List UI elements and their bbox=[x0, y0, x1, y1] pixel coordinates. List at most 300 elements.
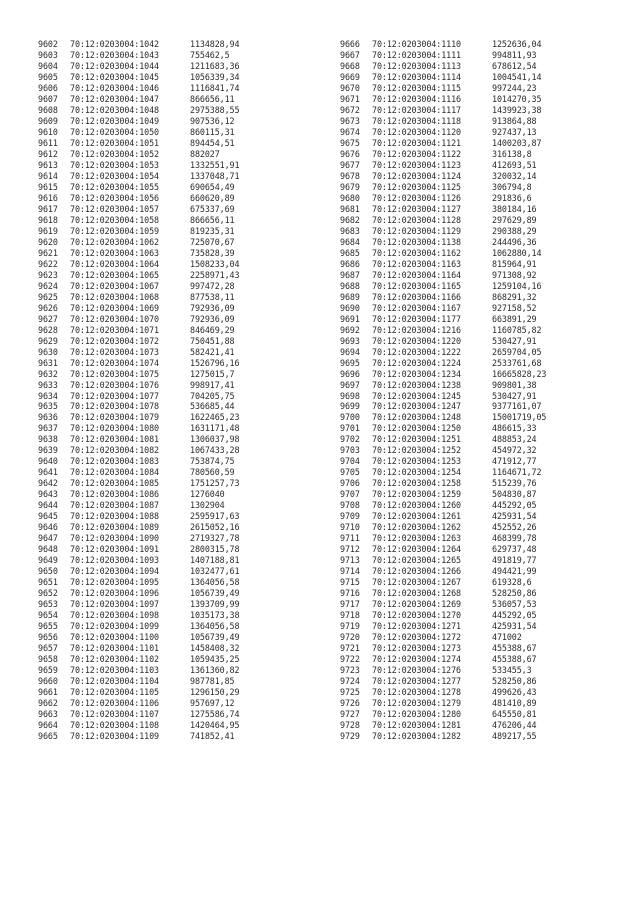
table-row bbox=[38, 127, 285, 138]
table-row bbox=[38, 412, 285, 423]
value: 1276040 bbox=[190, 489, 225, 500]
row-number: 9662 bbox=[38, 698, 58, 709]
cadastral-number: 70:12:0203004:1114 bbox=[372, 71, 461, 82]
table-row bbox=[38, 687, 285, 698]
value: 533455,3 bbox=[492, 665, 532, 676]
value: 1393709,99 bbox=[190, 599, 240, 610]
cadastral-number: 70:12:0203004:1120 bbox=[372, 126, 461, 137]
value: 877538,11 bbox=[190, 291, 235, 302]
row-number: 9706 bbox=[340, 478, 360, 489]
value: 1004541,14 bbox=[492, 71, 542, 82]
table-row bbox=[38, 215, 285, 226]
row-number: 9699 bbox=[340, 401, 360, 412]
cadastral-number: 70:12:0203004:1253 bbox=[372, 456, 461, 467]
cadastral-number: 70:12:0203004:1280 bbox=[372, 709, 461, 720]
value: 792936,09 bbox=[190, 302, 235, 313]
table-row bbox=[38, 599, 285, 610]
cadastral-number: 70:12:0203004:1222 bbox=[372, 346, 461, 357]
table-row bbox=[38, 588, 285, 599]
cadastral-number: 70:12:0203004:1274 bbox=[372, 654, 461, 665]
cadastral-number: 70:12:0203004:1088 bbox=[70, 511, 159, 522]
cadastral-number: 70:12:0203004:1177 bbox=[372, 313, 461, 324]
value: 488853,24 bbox=[492, 434, 537, 445]
value: 725070,67 bbox=[190, 236, 235, 247]
table-row bbox=[340, 105, 587, 116]
row-number: 9716 bbox=[340, 588, 360, 599]
value: 1751257,73 bbox=[190, 478, 240, 489]
row-number: 9674 bbox=[340, 126, 360, 137]
value: 476206,44 bbox=[492, 720, 537, 731]
cadastral-number: 70:12:0203004:1079 bbox=[70, 412, 159, 423]
value: 1332551,91 bbox=[190, 159, 240, 170]
value: 1439923,38 bbox=[492, 104, 542, 115]
table-row bbox=[340, 401, 587, 412]
table-row bbox=[340, 358, 587, 369]
value: 1160785,82 bbox=[492, 324, 542, 335]
row-number: 9611 bbox=[38, 137, 58, 148]
table-row bbox=[340, 303, 587, 314]
value: 660620,89 bbox=[190, 192, 235, 203]
cadastral-number: 70:12:0203004:1263 bbox=[372, 533, 461, 544]
table-row bbox=[38, 511, 285, 522]
row-number: 9637 bbox=[38, 423, 58, 434]
table-row bbox=[340, 698, 587, 709]
cadastral-number: 70:12:0203004:1078 bbox=[70, 401, 159, 412]
row-number: 9687 bbox=[340, 269, 360, 280]
cadastral-number: 70:12:0203004:1076 bbox=[70, 379, 159, 390]
value: 1056739,49 bbox=[190, 632, 240, 643]
table-row bbox=[38, 555, 285, 566]
cadastral-number: 70:12:0203004:1048 bbox=[70, 104, 159, 115]
cadastral-number: 70:12:0203004:1102 bbox=[70, 654, 159, 665]
row-number: 9668 bbox=[340, 60, 360, 71]
table-row bbox=[340, 83, 587, 94]
value: 489217,55 bbox=[492, 731, 537, 742]
cadastral-number: 70:12:0203004:1279 bbox=[372, 698, 461, 709]
row-number: 9697 bbox=[340, 379, 360, 390]
row-number: 9678 bbox=[340, 170, 360, 181]
value: 675337,69 bbox=[190, 203, 235, 214]
table-row bbox=[340, 215, 587, 226]
value: 9377161,07 bbox=[492, 401, 542, 412]
value: 907536,12 bbox=[190, 115, 235, 126]
cadastral-number: 70:12:0203004:1234 bbox=[372, 368, 461, 379]
table-row bbox=[340, 687, 587, 698]
row-number: 9625 bbox=[38, 291, 58, 302]
value: 528250,86 bbox=[492, 676, 537, 687]
cadastral-number: 70:12:0203004:1261 bbox=[372, 511, 461, 522]
table-row bbox=[38, 698, 285, 709]
row-number: 9661 bbox=[38, 687, 58, 698]
row-number: 9636 bbox=[38, 412, 58, 423]
table-row bbox=[38, 731, 285, 742]
table-row bbox=[340, 336, 587, 347]
table-row bbox=[38, 467, 285, 478]
value: 1306037,98 bbox=[190, 434, 240, 445]
table-row bbox=[38, 456, 285, 467]
table-row bbox=[38, 39, 285, 50]
cadastral-number: 70:12:0203004:1252 bbox=[372, 445, 461, 456]
cadastral-number: 70:12:0203004:1248 bbox=[372, 412, 461, 423]
value: 1302904 bbox=[190, 500, 225, 511]
value: 515239,76 bbox=[492, 478, 537, 489]
cadastral-number: 70:12:0203004:1109 bbox=[70, 731, 159, 742]
row-number: 9681 bbox=[340, 203, 360, 214]
value: 1062880,14 bbox=[492, 247, 542, 258]
cadastral-number: 70:12:0203004:1247 bbox=[372, 401, 461, 412]
table-row bbox=[38, 116, 285, 127]
cadastral-number: 70:12:0203004:1043 bbox=[70, 49, 159, 60]
cadastral-number: 70:12:0203004:1080 bbox=[70, 423, 159, 434]
cadastral-number: 70:12:0203004:1055 bbox=[70, 181, 159, 192]
table-row bbox=[340, 149, 587, 160]
row-number: 9695 bbox=[340, 357, 360, 368]
row-number: 9704 bbox=[340, 456, 360, 467]
table-row bbox=[340, 456, 587, 467]
table-row bbox=[38, 347, 285, 358]
row-number: 9669 bbox=[340, 71, 360, 82]
row-number: 9639 bbox=[38, 445, 58, 456]
table-row bbox=[340, 478, 587, 489]
value: 866656,11 bbox=[190, 93, 235, 104]
row-number: 9724 bbox=[340, 676, 360, 687]
row-number: 9621 bbox=[38, 247, 58, 258]
row-number: 9698 bbox=[340, 390, 360, 401]
value: 690654,49 bbox=[190, 181, 235, 192]
value: 860115,31 bbox=[190, 126, 235, 137]
table-row bbox=[38, 94, 285, 105]
value: 998917,41 bbox=[190, 379, 235, 390]
value: 291836,6 bbox=[492, 192, 532, 203]
cadastral-number: 70:12:0203004:1277 bbox=[372, 676, 461, 687]
value: 471912,77 bbox=[492, 456, 537, 467]
cadastral-number: 70:12:0203004:1103 bbox=[70, 665, 159, 676]
value: 815964,91 bbox=[492, 258, 537, 269]
row-number: 9650 bbox=[38, 566, 58, 577]
table-row bbox=[38, 533, 285, 544]
value: 445292,05 bbox=[492, 610, 537, 621]
value: 1622465,23 bbox=[190, 412, 240, 423]
row-number: 9676 bbox=[340, 148, 360, 159]
row-number: 9725 bbox=[340, 687, 360, 698]
value: 997244,23 bbox=[492, 82, 537, 93]
row-number: 9726 bbox=[340, 698, 360, 709]
table-row bbox=[340, 720, 587, 731]
cadastral-number: 70:12:0203004:1118 bbox=[372, 115, 461, 126]
table-row bbox=[38, 423, 285, 434]
value: 455388,67 bbox=[492, 643, 537, 654]
table-row bbox=[38, 369, 285, 380]
cadastral-number: 70:12:0203004:1045 bbox=[70, 71, 159, 82]
table-row bbox=[38, 544, 285, 555]
cadastral-number: 70:12:0203004:1089 bbox=[70, 522, 159, 533]
row-number: 9677 bbox=[340, 159, 360, 170]
table-row bbox=[38, 259, 285, 270]
value: 1116841,74 bbox=[190, 82, 240, 93]
cadastral-number: 70:12:0203004:1259 bbox=[372, 489, 461, 500]
cadastral-number: 70:12:0203004:1053 bbox=[70, 159, 159, 170]
value: 819235,31 bbox=[190, 225, 235, 236]
table-row bbox=[340, 380, 587, 391]
table-row bbox=[38, 83, 285, 94]
table-row bbox=[38, 292, 285, 303]
value: 1056339,34 bbox=[190, 71, 240, 82]
row-number: 9649 bbox=[38, 555, 58, 566]
cadastral-number: 70:12:0203004:1268 bbox=[372, 588, 461, 599]
table-row bbox=[38, 270, 285, 281]
value: 297629,89 bbox=[492, 214, 537, 225]
table-row bbox=[38, 204, 285, 215]
value: 445292,05 bbox=[492, 500, 537, 511]
value: 994811,93 bbox=[492, 49, 537, 60]
value: 909801,38 bbox=[492, 379, 537, 390]
cadastral-number: 70:12:0203004:1072 bbox=[70, 335, 159, 346]
row-number: 9648 bbox=[38, 544, 58, 555]
row-number: 9632 bbox=[38, 368, 58, 379]
cadastral-number: 70:12:0203004:1273 bbox=[372, 643, 461, 654]
table-row bbox=[340, 248, 587, 259]
row-number: 9721 bbox=[340, 643, 360, 654]
row-number: 9655 bbox=[38, 621, 58, 632]
table-row bbox=[340, 676, 587, 687]
table-row bbox=[340, 500, 587, 511]
value: 1337048,71 bbox=[190, 170, 240, 181]
cadastral-number: 70:12:0203004:1238 bbox=[372, 379, 461, 390]
cadastral-number: 70:12:0203004:1097 bbox=[70, 599, 159, 610]
row-number: 9702 bbox=[340, 434, 360, 445]
cadastral-number: 70:12:0203004:1260 bbox=[372, 500, 461, 511]
table-row bbox=[38, 401, 285, 412]
row-number: 9615 bbox=[38, 181, 58, 192]
table-row bbox=[340, 39, 587, 50]
table-row bbox=[38, 391, 285, 402]
cadastral-number: 70:12:0203004:1083 bbox=[70, 456, 159, 467]
cadastral-number: 70:12:0203004:1101 bbox=[70, 643, 159, 654]
row-number: 9688 bbox=[340, 280, 360, 291]
cadastral-number: 70:12:0203004:1245 bbox=[372, 390, 461, 401]
row-number: 9722 bbox=[340, 654, 360, 665]
cadastral-number: 70:12:0203004:1086 bbox=[70, 489, 159, 500]
cadastral-number: 70:12:0203004:1094 bbox=[70, 566, 159, 577]
cadastral-number: 70:12:0203004:1138 bbox=[372, 236, 461, 247]
value: 471002 bbox=[492, 632, 522, 643]
value: 2975388,55 bbox=[190, 104, 240, 115]
row-number: 9614 bbox=[38, 170, 58, 181]
row-number: 9635 bbox=[38, 401, 58, 412]
row-number: 9620 bbox=[38, 236, 58, 247]
value: 971308,92 bbox=[492, 269, 537, 280]
cadastral-number: 70:12:0203004:1165 bbox=[372, 280, 461, 291]
value: 2533761,68 bbox=[492, 357, 542, 368]
table-row bbox=[340, 61, 587, 72]
cadastral-number: 70:12:0203004:1126 bbox=[372, 192, 461, 203]
row-number: 9729 bbox=[340, 731, 360, 742]
table-row bbox=[340, 160, 587, 171]
row-number: 9606 bbox=[38, 82, 58, 93]
row-number: 9610 bbox=[38, 126, 58, 137]
table-row bbox=[340, 665, 587, 676]
cadastral-number: 70:12:0203004:1082 bbox=[70, 445, 159, 456]
value: 1364056,58 bbox=[190, 577, 240, 588]
table-row bbox=[340, 566, 587, 577]
cadastral-number: 70:12:0203004:1084 bbox=[70, 467, 159, 478]
row-number: 9616 bbox=[38, 192, 58, 203]
row-number: 9684 bbox=[340, 236, 360, 247]
row-number: 9723 bbox=[340, 665, 360, 676]
value: 455388,67 bbox=[492, 654, 537, 665]
table-row bbox=[340, 369, 587, 380]
cadastral-number: 70:12:0203004:1095 bbox=[70, 577, 159, 588]
row-number: 9607 bbox=[38, 93, 58, 104]
cadastral-number: 70:12:0203004:1129 bbox=[372, 225, 461, 236]
row-number: 9658 bbox=[38, 654, 58, 665]
table-row bbox=[340, 632, 587, 643]
row-number: 9608 bbox=[38, 104, 58, 115]
row-number: 9645 bbox=[38, 511, 58, 522]
row-number: 9609 bbox=[38, 115, 58, 126]
value: 2258971,43 bbox=[190, 269, 240, 280]
value: 997472,28 bbox=[190, 280, 235, 291]
row-number: 9670 bbox=[340, 82, 360, 93]
value: 1631171,48 bbox=[190, 423, 240, 434]
cadastral-number: 70:12:0203004:1164 bbox=[372, 269, 461, 280]
table-row bbox=[340, 347, 587, 358]
right-column bbox=[340, 39, 587, 742]
cadastral-number: 70:12:0203004:1044 bbox=[70, 60, 159, 71]
value: 882027 bbox=[190, 148, 220, 159]
cadastral-number: 70:12:0203004:1099 bbox=[70, 621, 159, 632]
row-number: 9626 bbox=[38, 302, 58, 313]
row-number: 9604 bbox=[38, 60, 58, 71]
cadastral-number: 70:12:0203004:1116 bbox=[372, 93, 461, 104]
cadastral-number: 70:12:0203004:1113 bbox=[372, 60, 461, 71]
cadastral-number: 70:12:0203004:1117 bbox=[372, 104, 461, 115]
cadastral-number: 70:12:0203004:1058 bbox=[70, 214, 159, 225]
value: 1134828,94 bbox=[190, 39, 240, 49]
row-number: 9660 bbox=[38, 676, 58, 687]
cadastral-number: 70:12:0203004:1265 bbox=[372, 555, 461, 566]
row-number: 9642 bbox=[38, 478, 58, 489]
table-row bbox=[340, 171, 587, 182]
row-number: 9728 bbox=[340, 720, 360, 731]
row-number: 9693 bbox=[340, 335, 360, 346]
value: 536057,53 bbox=[492, 599, 537, 610]
table-row bbox=[340, 94, 587, 105]
row-number: 9719 bbox=[340, 621, 360, 632]
value: 1458408,32 bbox=[190, 643, 240, 654]
cadastral-number: 70:12:0203004:1108 bbox=[70, 720, 159, 731]
table-row bbox=[340, 445, 587, 456]
cadastral-number: 70:12:0203004:1047 bbox=[70, 93, 159, 104]
table-row bbox=[340, 621, 587, 632]
table-row bbox=[38, 434, 285, 445]
value: 741852,41 bbox=[190, 731, 235, 742]
cadastral-number: 70:12:0203004:1051 bbox=[70, 137, 159, 148]
table-row bbox=[340, 193, 587, 204]
table-row bbox=[38, 160, 285, 171]
table-row bbox=[340, 259, 587, 270]
row-number: 9683 bbox=[340, 225, 360, 236]
row-number: 9690 bbox=[340, 302, 360, 313]
value: 425931,54 bbox=[492, 511, 537, 522]
value: 645550,81 bbox=[492, 709, 537, 720]
row-number: 9663 bbox=[38, 709, 58, 720]
cadastral-number: 70:12:0203004:1115 bbox=[372, 82, 461, 93]
value: 927158,52 bbox=[492, 302, 537, 313]
cadastral-number: 70:12:0203004:1049 bbox=[70, 115, 159, 126]
table-row bbox=[38, 720, 285, 731]
row-number: 9712 bbox=[340, 544, 360, 555]
value: 1056739,49 bbox=[190, 588, 240, 599]
value: 753874,75 bbox=[190, 456, 235, 467]
table-row bbox=[340, 544, 587, 555]
row-number: 9613 bbox=[38, 159, 58, 170]
row-number: 9703 bbox=[340, 445, 360, 456]
value: 846469,29 bbox=[190, 324, 235, 335]
cadastral-number: 70:12:0203004:1098 bbox=[70, 610, 159, 621]
cadastral-number: 70:12:0203004:1050 bbox=[70, 126, 159, 137]
table-row bbox=[340, 588, 587, 599]
value: 468399,78 bbox=[492, 533, 537, 544]
cadastral-number: 70:12:0203004:1073 bbox=[70, 346, 159, 357]
value: 320032,14 bbox=[492, 170, 537, 181]
row-number: 9675 bbox=[340, 137, 360, 148]
table-row bbox=[38, 610, 285, 621]
row-number: 9666 bbox=[340, 39, 360, 49]
row-number: 9630 bbox=[38, 346, 58, 357]
cadastral-number: 70:12:0203004:1163 bbox=[372, 258, 461, 269]
value: 1259104,16 bbox=[492, 280, 542, 291]
cadastral-number: 70:12:0203004:1107 bbox=[70, 709, 159, 720]
table-row bbox=[340, 127, 587, 138]
table-row bbox=[340, 555, 587, 566]
cadastral-number: 70:12:0203004:1251 bbox=[372, 434, 461, 445]
cadastral-number: 70:12:0203004:1128 bbox=[372, 214, 461, 225]
table-row bbox=[340, 434, 587, 445]
cadastral-number: 70:12:0203004:1106 bbox=[70, 698, 159, 709]
row-number: 9654 bbox=[38, 610, 58, 621]
cadastral-number: 70:12:0203004:1264 bbox=[372, 544, 461, 555]
cadastral-number: 70:12:0203004:1065 bbox=[70, 269, 159, 280]
table-row bbox=[340, 270, 587, 281]
row-number: 9701 bbox=[340, 423, 360, 434]
cadastral-number: 70:12:0203004:1075 bbox=[70, 368, 159, 379]
table-row bbox=[38, 380, 285, 391]
cadastral-number: 70:12:0203004:1104 bbox=[70, 676, 159, 687]
cadastral-number: 70:12:0203004:1052 bbox=[70, 148, 159, 159]
left-column bbox=[38, 39, 285, 742]
row-number: 9627 bbox=[38, 313, 58, 324]
table-row bbox=[38, 621, 285, 632]
value: 750451,88 bbox=[190, 335, 235, 346]
value: 481410,89 bbox=[492, 698, 537, 709]
table-row bbox=[340, 138, 587, 149]
row-number: 9647 bbox=[38, 533, 58, 544]
value: 1296150,29 bbox=[190, 687, 240, 698]
cadastral-number: 70:12:0203004:1093 bbox=[70, 555, 159, 566]
value: 780560,59 bbox=[190, 467, 235, 478]
value: 1400203,87 bbox=[492, 137, 542, 148]
value: 425931,54 bbox=[492, 621, 537, 632]
cadastral-number: 70:12:0203004:1122 bbox=[372, 148, 461, 159]
row-number: 9707 bbox=[340, 489, 360, 500]
value: 1035173,38 bbox=[190, 610, 240, 621]
value: 1059435,25 bbox=[190, 654, 240, 665]
cadastral-number: 70:12:0203004:1046 bbox=[70, 82, 159, 93]
row-number: 9718 bbox=[340, 610, 360, 621]
value: 380184,16 bbox=[492, 203, 537, 214]
cadastral-number: 70:12:0203004:1278 bbox=[372, 687, 461, 698]
